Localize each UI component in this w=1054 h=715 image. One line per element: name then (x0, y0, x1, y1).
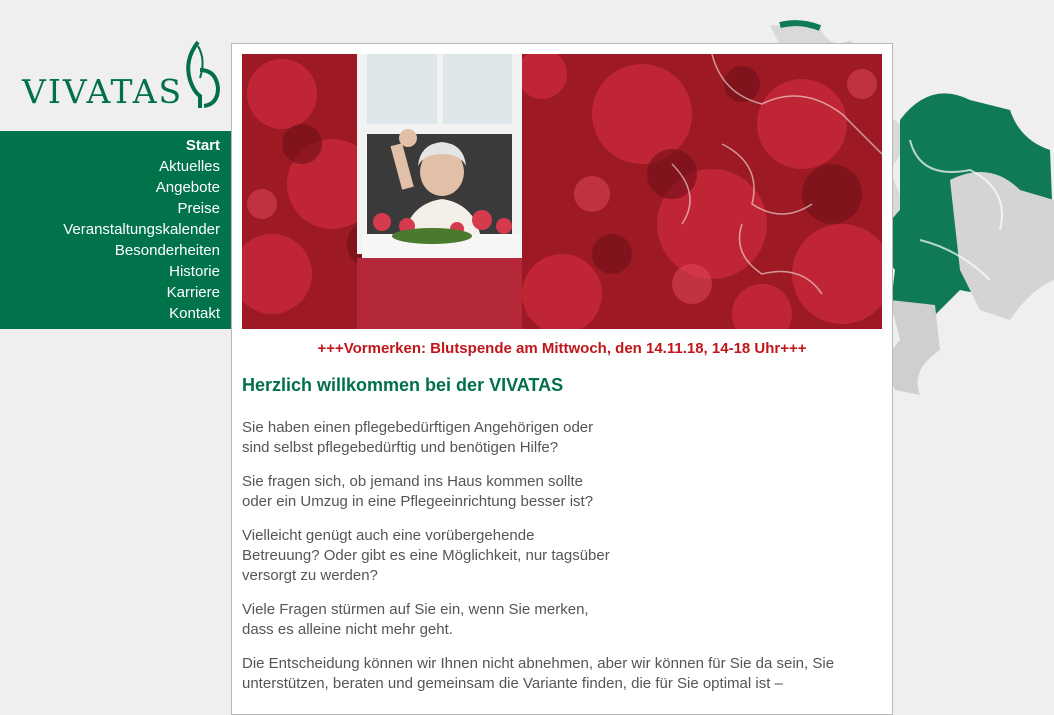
content-card (231, 43, 893, 715)
nav-item-preise[interactable]: Preise (177, 200, 220, 217)
page-title: Herzlich willkommen bei der VIVATAS (242, 375, 564, 395)
nav-item-aktuelles[interactable]: Aktuelles (159, 158, 220, 175)
intro-paragraph: Sie fragen sich, ob jemand ins Haus kommen sollte oder ein Umzug in eine Pflegeeinrichtung besser ist? (242, 473, 594, 510)
intro-text (242, 418, 842, 708)
nav-item-karriere[interactable]: Karriere (166, 284, 220, 301)
nav-item-angebote[interactable]: Angebote (155, 179, 220, 196)
nav-item-besonderheiten[interactable]: Besonderheiten (114, 242, 220, 259)
intro-paragraph: Viele Fragen stürmen auf Sie ein, wenn Sie merken, dass es alleine nicht mehr geht. (242, 601, 589, 638)
announcement-banner: +++Vormerken: Blutspende am Mittwoch, den 14.11.18, 14-18 Uhr+++ (317, 340, 807, 357)
nav-item-historie[interactable]: Historie (169, 263, 220, 280)
vivatas-logo[interactable] (20, 40, 225, 112)
intro-paragraph: Vielleicht genügt auch eine vorübergehende Betreuung? Oder gibt es eine Möglichkeit, nur tagsüber versorgt zu werden? (242, 527, 610, 584)
main-navigation (0, 131, 231, 329)
hero-image (242, 54, 882, 329)
nav-item-start[interactable]: Start (185, 137, 220, 154)
logo-text: VIVATAS (22, 72, 184, 111)
leaf-logo-icon (180, 40, 224, 110)
nav-item-veranstaltungskalender[interactable]: Veranstaltungskalender (63, 221, 220, 238)
nav-item-kontakt[interactable]: Kontakt (169, 305, 220, 322)
intro-paragraph: Die Entscheidung können wir Ihnen nicht abnehmen, aber wir können für Sie da sein, Sie unterstützen, beraten und gemeinsam die Variante finden, die für Sie optimal ist – (242, 655, 835, 692)
intro-paragraph: Sie haben einen pflegebedürftigen Angehörigen oder sind selbst pflegebedürftig und benötigen Hilfe? (242, 419, 594, 456)
